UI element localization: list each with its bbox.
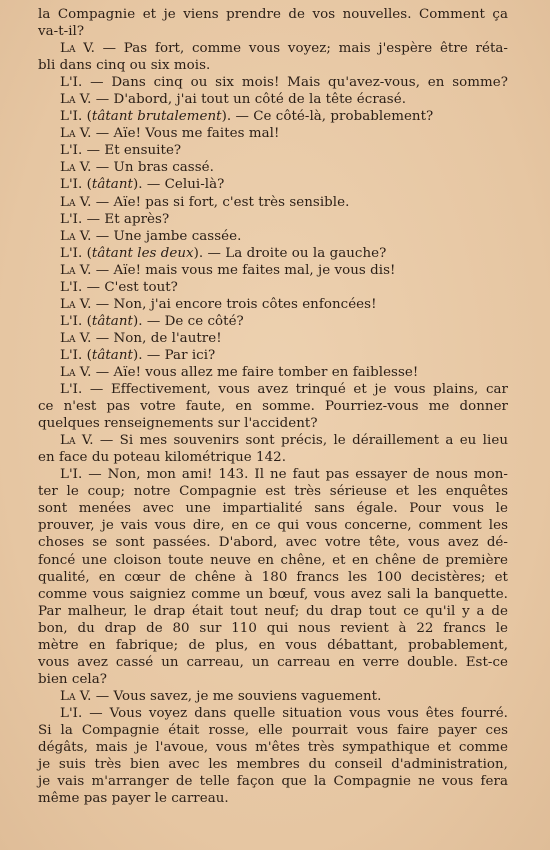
- text-line: [38, 500, 508, 517]
- text-run: La V.: [60, 262, 92, 278]
- text-run: la Compagnie et je viens prendre de vos nouvelles. Comment ça: [38, 7, 508, 22]
- text-run: Si la Compagnie était rosse, elle pourrait vous faire payer ces: [38, 722, 508, 738]
- text-run: Par malheur, le drap était tout neuf; du drap tout ce qu'il y a de: [38, 603, 508, 619]
- text-run: La V.: [60, 160, 92, 176]
- text-line: [38, 108, 508, 125]
- text-run: L'I. (: [60, 177, 92, 193]
- text-line: [38, 415, 508, 432]
- text-run: L'I. (: [60, 245, 92, 261]
- text-run: tâtant brutalement: [91, 109, 222, 125]
- text-run: L'I. (: [60, 313, 92, 329]
- text-run: La V.: [60, 364, 92, 380]
- text-run: tâtant: [91, 177, 133, 193]
- text-run: — Aïe! Vous me faites mal!: [91, 126, 280, 142]
- text-run: ). — Par ici?: [132, 347, 216, 363]
- text-line: [38, 790, 508, 807]
- text-run: L'I. — Et après?: [60, 211, 170, 227]
- text-line: [38, 705, 508, 722]
- text-run: ter le coup; notre Compagnie est très sérieuse et les enquêtes: [38, 484, 508, 500]
- text-run: La V.: [60, 126, 92, 142]
- text-run: — Si mes souvenirs sont précis, le déraillement a eu lieu: [93, 433, 509, 449]
- text-run: je suis très bien avec les membres du conseil d'administration,: [38, 757, 508, 773]
- text-run: L'I. — Non, mon ami! 143. Il ne faut pas essayer de nous mon-: [60, 467, 508, 483]
- text-line: [38, 739, 508, 756]
- text-line: [38, 347, 508, 364]
- text-run: tâtant: [91, 313, 133, 329]
- text-run: L'I. — Effectivement, vous avez trinqué et je vous plains, car: [60, 382, 508, 398]
- text-run: — D'abord, j'ai tout un côté de la tête écrasé.: [91, 92, 407, 108]
- text-run: bien cela?: [38, 671, 108, 687]
- text-line: [38, 534, 508, 551]
- text-line: [38, 23, 508, 40]
- text-run: — Aïe! pas si fort, c'est très sensible.: [91, 194, 350, 210]
- text-line: [38, 773, 508, 790]
- text-run: je vais m'arranger de telle façon que la Compagnie ne vous fera: [38, 774, 508, 790]
- text-line: [38, 262, 508, 279]
- text-run: La V.: [60, 41, 95, 57]
- text-line: [38, 125, 508, 142]
- text-run: sont menées avec une impartialité sans égale. Pour vous le: [38, 501, 508, 517]
- text-run: bon, du drap de 80 sur 110 qui nous revient à 22 francs le: [38, 620, 508, 636]
- text-run: comme vous saigniez comme un bœuf, vous avez sali la banquette.: [38, 586, 508, 602]
- text-line: [38, 364, 508, 381]
- text-run: La V.: [60, 330, 92, 346]
- text-line: [38, 57, 508, 74]
- text-run: bli dans cinq ou six mois.: [38, 58, 211, 74]
- text-line: [38, 40, 508, 57]
- text-line: [38, 6, 508, 23]
- text-run: L'I. — Et ensuite?: [60, 143, 182, 159]
- text-run: quelques renseignements sur l'accident?: [38, 416, 318, 432]
- text-line: [38, 552, 508, 569]
- text-line: [38, 569, 508, 586]
- text-run: — Non, de l'autre!: [91, 330, 222, 346]
- text-run: prouver, je vais vous dire, en ce qui vous concerne, comment les: [38, 518, 508, 534]
- text-line: [38, 517, 508, 534]
- text-run: en face du poteau kilométrique 142.: [38, 450, 287, 466]
- text-line: [38, 466, 508, 483]
- text-line: [38, 74, 508, 91]
- text-run: tâtant: [91, 347, 133, 363]
- text-line: [38, 398, 508, 415]
- text-run: mètre en fabrique; de plus, en vous débattant, probablement,: [38, 637, 508, 653]
- text-line: [38, 381, 508, 398]
- text-line: [38, 620, 508, 637]
- text-line: [38, 313, 508, 330]
- text-line: [38, 142, 508, 159]
- dialogue-text: [38, 6, 508, 807]
- text-run: — Aïe! vous allez me faire tomber en faiblesse!: [91, 364, 419, 380]
- text-run: La V.: [60, 688, 92, 704]
- text-line: [38, 296, 508, 313]
- text-run: — Vous savez, je me souviens vaguement.: [91, 688, 382, 704]
- text-run: La V.: [60, 92, 92, 108]
- text-run: L'I. — Dans cinq ou six mois! Mais qu'avez-vous, en somme?: [60, 75, 508, 91]
- text-line: [38, 483, 508, 500]
- text-run: tâtant les deux: [91, 245, 194, 261]
- text-line: [38, 756, 508, 773]
- text-line: [38, 722, 508, 739]
- text-line: [38, 688, 508, 705]
- text-run: L'I. (: [60, 347, 92, 363]
- text-run: ). — La droite ou la gauche?: [193, 245, 387, 261]
- text-run: qualité, en cœur de chêne à 180 francs les 100 decistères; et: [38, 569, 508, 585]
- text-line: [38, 654, 508, 671]
- text-run: ). — Ce côté-là, probablement?: [221, 109, 434, 125]
- text-line: [38, 449, 508, 466]
- text-run: L'I. (: [60, 109, 92, 125]
- text-run: ce n'est pas votre faute, en somme. Pourriez-vous me donner: [38, 399, 508, 415]
- text-run: — Non, j'ai encore trois côtes enfoncées!: [91, 296, 377, 312]
- text-run: — Aïe! mais vous me faites mal, je vous dis!: [91, 262, 396, 278]
- text-line: [38, 194, 508, 211]
- text-run: L'I. — Vous voyez dans quelle situation vous vous êtes fourré.: [60, 705, 508, 721]
- text-line: [38, 211, 508, 228]
- text-run: même pas payer le carreau.: [38, 791, 229, 807]
- text-line: [38, 671, 508, 688]
- text-run: La V.: [60, 228, 92, 244]
- text-line: [38, 245, 508, 262]
- text-run: L'I. — C'est tout?: [60, 279, 178, 295]
- text-line: [38, 91, 508, 108]
- text-run: La V.: [60, 194, 92, 210]
- text-line: [38, 228, 508, 245]
- text-run: ). — Celui-là?: [132, 177, 225, 193]
- text-line: [38, 176, 508, 193]
- text-run: va-t-il?: [38, 24, 85, 40]
- text-run: vous avez cassé un carreau, un carreau en verre double. Est-ce: [38, 654, 508, 670]
- text-run: dégâts, mais je l'avoue, vous m'êtes très sympathique et comme: [38, 740, 508, 756]
- text-run: — Un bras cassé.: [91, 160, 214, 176]
- text-run: La V.: [60, 296, 92, 312]
- text-line: [38, 279, 508, 296]
- text-line: [38, 159, 508, 176]
- text-line: [38, 330, 508, 347]
- text-run: foncé une cloison toute neuve en chêne, et en chêne de première: [38, 552, 508, 568]
- text-line: [38, 603, 508, 620]
- text-line: [38, 432, 508, 449]
- text-run: La V.: [60, 433, 94, 449]
- text-run: — Une jambe cassée.: [91, 228, 242, 244]
- text-run: — Pas fort, comme vous voyez; mais j'espère être réta-: [94, 41, 508, 57]
- text-run: ). — De ce côté?: [132, 313, 244, 329]
- text-line: [38, 586, 508, 603]
- text-run: choses se sont passées. D'abord, avec votre tête, vous avez dé-: [38, 535, 508, 551]
- text-line: [38, 637, 508, 654]
